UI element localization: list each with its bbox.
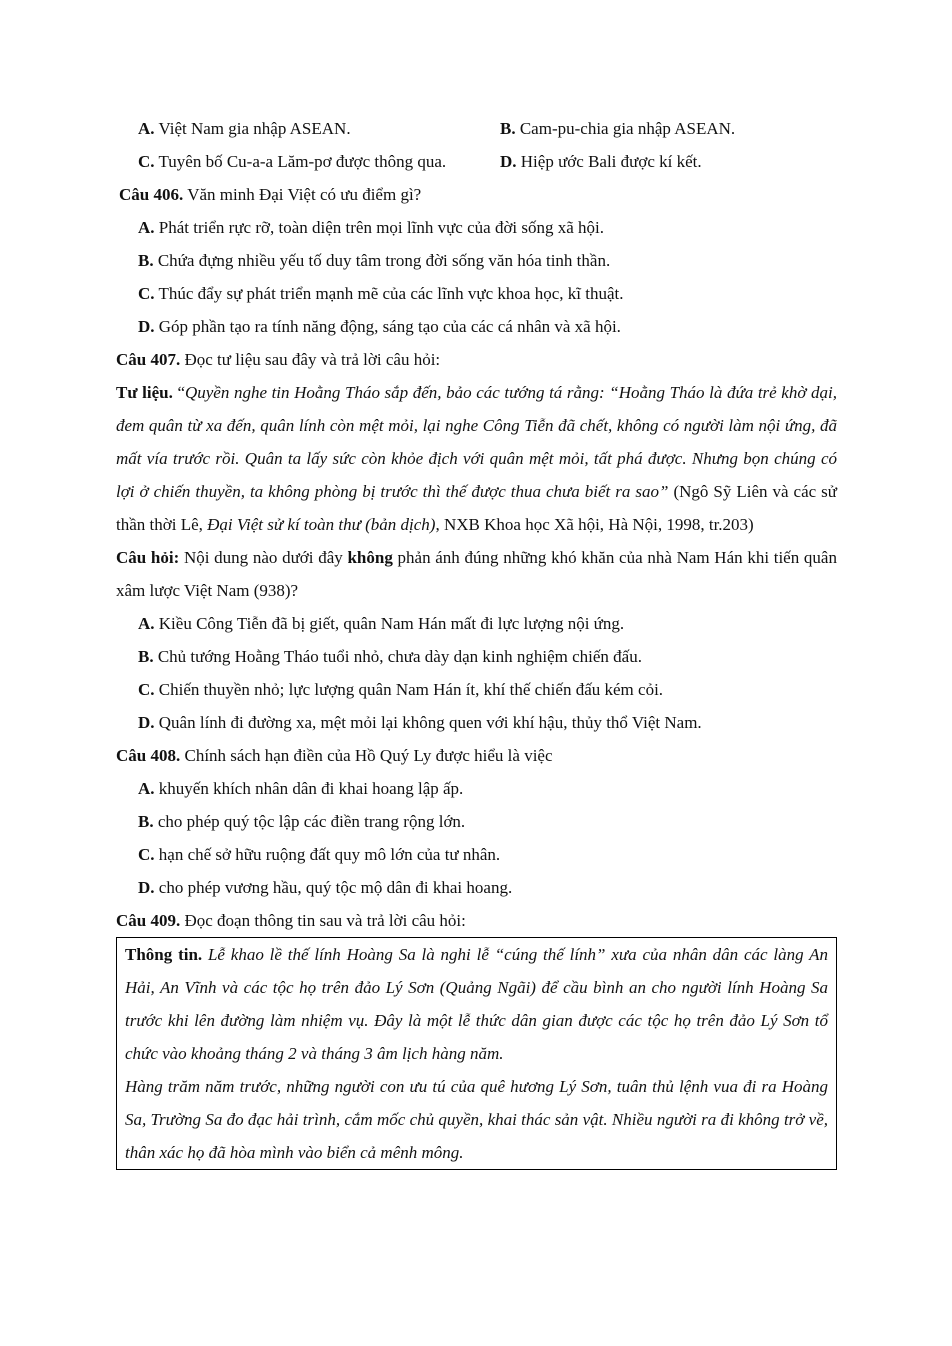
question-number: Câu 407. xyxy=(116,350,181,369)
option-text: Kiều Công Tiễn đã bị giết, quân Nam Hán mất đi lực lượng nội ứng. xyxy=(158,614,625,633)
question-number: Câu 409. xyxy=(116,911,181,930)
option-text: Chủ tướng Hoằng Tháo tuổi nhỏ, chưa dày dạn kinh nghiệm chiến đấu. xyxy=(157,647,642,666)
option-label: A. xyxy=(138,218,155,237)
question-number: Câu 408. xyxy=(116,746,181,765)
info-label: Thông tin. xyxy=(125,945,203,964)
option-label: A. xyxy=(138,614,155,633)
option-label: C. xyxy=(138,152,155,171)
q405-options-row-1 xyxy=(116,112,837,145)
option-text: Việt Nam gia nhập ASEAN. xyxy=(158,119,351,138)
question-text: phản ánh đúng những khó khăn của nhà Nam Hán khi tiến quân xâm lược Việt Nam (938)? xyxy=(116,548,837,600)
question-text: Văn minh Đại Việt có ưu điểm gì? xyxy=(187,185,422,204)
option-text: cho phép quý tộc lập các điền trang rộng lớn. xyxy=(157,812,466,831)
q409-info-paragraph-2 xyxy=(125,1070,828,1169)
option-text: Chiến thuyền nhỏ; lực lượng quân Nam Hán ít, khí thế chiến đấu kém cỏi. xyxy=(158,680,664,699)
option-label: D. xyxy=(138,713,155,732)
option-text: Hiệp ước Bali được kí kết. xyxy=(520,152,702,171)
option-text: Góp phần tạo ra tính năng động, sáng tạo của các cá nhân và xã hội. xyxy=(158,317,621,336)
q407-option-d xyxy=(116,706,837,739)
source-open-quote: “ xyxy=(172,383,185,402)
option-text: Chứa đựng nhiều yếu tố duy tâm trong đời sống văn hóa tinh thần. xyxy=(157,251,611,270)
question-text: Chính sách hạn điền của Hồ Quý Ly được hiểu là việc xyxy=(184,746,553,765)
question-number: Câu 406. xyxy=(119,185,184,204)
option-text: Cam-pu-chia gia nhập ASEAN. xyxy=(519,119,736,138)
q406-option-d xyxy=(116,310,837,343)
q406-option-b xyxy=(116,244,837,277)
option-label: D. xyxy=(138,878,155,897)
q407-source xyxy=(116,376,837,541)
option-label: B. xyxy=(138,812,154,831)
question-label: Câu hỏi: xyxy=(116,548,180,567)
q408-option-b xyxy=(116,805,837,838)
q405-option-a xyxy=(138,112,500,145)
option-label: B. xyxy=(500,119,516,138)
q405-option-c xyxy=(138,145,500,178)
option-label: B. xyxy=(138,251,154,270)
option-label: A. xyxy=(138,779,155,798)
source-citation-end: , NXB Khoa học Xã hội, Hà Nội, 1998, tr.203) xyxy=(435,515,754,534)
q408-stem xyxy=(116,739,837,772)
question-text: Nội dung nào dưới đây xyxy=(179,548,348,567)
q405-option-b xyxy=(500,112,735,145)
question-text: Đọc tư liệu sau đây và trả lời câu hỏi: xyxy=(184,350,441,369)
source-book-title: Đại Việt sử kí toàn thư (bản dịch) xyxy=(207,515,436,534)
option-text: cho phép vương hầu, quý tộc mộ dân đi khai hoang. xyxy=(158,878,513,897)
q407-stem xyxy=(116,343,837,376)
info-text: Hàng trăm năm trước, những người con ưu tú của quê hương Lý Sơn, tuân thủ lệnh vua đi ra Hoàng Sa, Trường Sa đo đạc hải trình, cắm mốc chủ quyền, khai thác sản vật. Nhiều người ra đi không trở về, thân xác họ đã hòa mình vào biển cả mênh mông. xyxy=(125,1077,828,1162)
option-label: C. xyxy=(138,845,155,864)
option-text: khuyến khích nhân dân đi khai hoang lập ấp. xyxy=(158,779,464,798)
option-text: Phát triển rực rỡ, toàn diện trên mọi lĩnh vực của đời sống xã hội. xyxy=(158,218,605,237)
q409-info-paragraph-1 xyxy=(125,938,828,1070)
q407-question xyxy=(116,541,837,607)
option-label: D. xyxy=(138,317,155,336)
q407-option-b xyxy=(116,640,837,673)
info-text: Lễ khao lề thế lính Hoàng Sa là nghi lễ “cúng thế lính” xưa của nhân dân các làng An Hải, An Vĩnh và các tộc họ trên đảo Lý Sơn (Quảng Ngãi) để cầu bình an cho người lính Hoàng Sa trước khi lên đường làm nhiệm vụ. Đây là một lễ thức dân gian được các tộc họ trên đảo Lý Sơn tổ chức vào khoảng tháng 2 và tháng 3 âm lịch hàng năm. xyxy=(125,945,828,1063)
option-label: D. xyxy=(500,152,517,171)
q408-option-a xyxy=(116,772,837,805)
q409-info-box xyxy=(116,937,837,1170)
q408-option-d xyxy=(116,871,837,904)
option-text: hạn chế sở hữu ruộng đất quy mô lớn của tư nhân. xyxy=(158,845,501,864)
option-label: C. xyxy=(138,284,155,303)
q406-option-a xyxy=(116,211,837,244)
q407-option-c xyxy=(116,673,837,706)
source-quote: Quyền nghe tin Hoằng Tháo sắp đến, bảo các tướng tá rằng: “Hoằng Tháo là đứa trẻ khờ dại, đem quân từ xa đến, quân lính còn mệt mỏi, lại nghe Công Tiễn đã chết, không có người làm nội ứng, đã mất vía trước rồi. Quân ta lấy sức còn khỏe địch với quân mệt mỏi, tất phá được. Nhưng bọn chúng có lợi ở chiến thuyền, ta không phòng bị trước thì thế được thua chưa biết ra sao” xyxy=(116,383,837,501)
question-emphasis: không xyxy=(347,548,393,567)
q407-option-a xyxy=(116,607,837,640)
q406-stem xyxy=(116,178,837,211)
option-label: B. xyxy=(138,647,154,666)
q405-options-row-2 xyxy=(116,145,837,178)
option-text: Quân lính đi đường xa, mệt mỏi lại không quen với khí hậu, thủy thổ Việt Nam. xyxy=(158,713,702,732)
option-label: A. xyxy=(138,119,155,138)
q406-option-c xyxy=(116,277,837,310)
q409-stem xyxy=(116,904,837,937)
q408-option-c xyxy=(116,838,837,871)
question-text: Đọc đoạn thông tin sau và trả lời câu hỏi: xyxy=(184,911,466,930)
q405-option-d xyxy=(500,145,702,178)
option-text: Tuyên bố Cu-a-a Lăm-pơ được thông qua. xyxy=(158,152,447,171)
option-label: C. xyxy=(138,680,155,699)
source-citation: (Ngô Sỹ Liên và các sử thần thời Lê, xyxy=(116,482,838,534)
option-text: Thúc đẩy sự phát triển mạnh mẽ của các lĩnh vực khoa học, kĩ thuật. xyxy=(158,284,624,303)
source-label: Tư liệu. xyxy=(116,383,173,402)
exam-page xyxy=(116,112,837,1170)
